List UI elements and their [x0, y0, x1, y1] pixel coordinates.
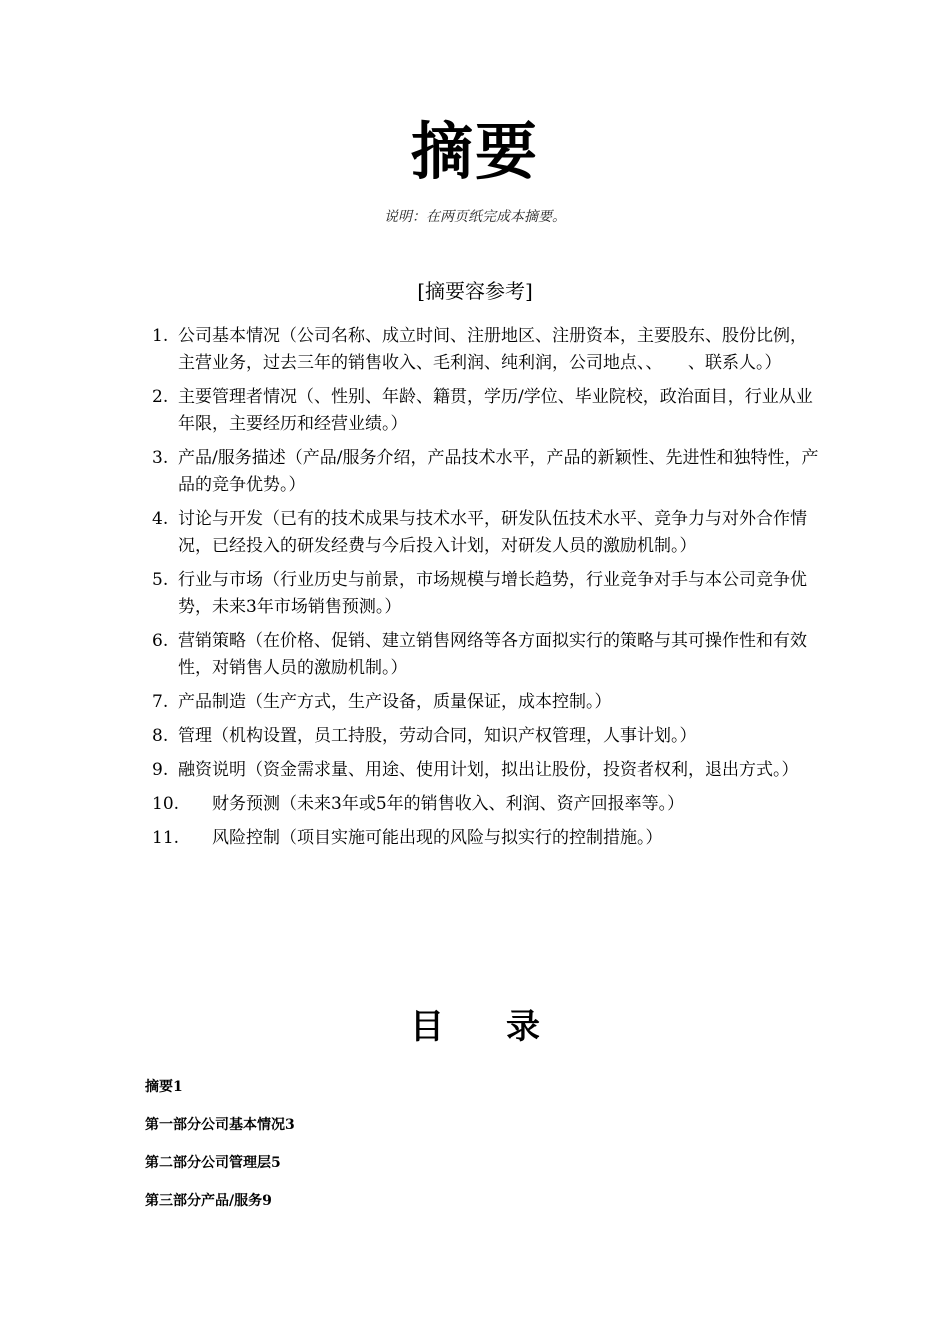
item-text: 产品制造（生产方式，生产设备，质量保证，成本控制。）: [178, 692, 612, 712]
item-text: 财务预测（未来3年或5年的销售收入、利润、资产回报率等。）: [212, 794, 685, 814]
list-item: [152, 628, 820, 682]
toc-title: [0, 1003, 950, 1051]
list-item: [152, 757, 820, 784]
list-item: [152, 567, 820, 621]
item-text: 行业与市场（行业历史与前景，市场规模与增长趋势，行业竞争对手与本公司竞争优势，未来3年市场销售预测。）: [178, 570, 807, 617]
item-text: 融资说明（资金需求量、用途、使用计划，拟出让股份，投资者权利，退出方式。）: [178, 760, 799, 780]
summary-items-list: [152, 323, 820, 859]
list-item: [152, 723, 820, 750]
item-text: 产品/服务描述（产品/服务介绍，产品技术水平，产品的新颖性、先进性和独特性，产品的竞争优势。）: [178, 448, 819, 495]
page-title: 摘要: [410, 115, 539, 188]
reference-heading: [摘要容参考]: [417, 279, 533, 303]
item-text: 管理（机构设置，员工持股，劳动合同，知识产权管理，人事计划。）: [178, 726, 697, 746]
toc-entry[interactable]: 第二部分公司管理层5: [145, 1155, 281, 1171]
list-item: [152, 445, 820, 499]
item-number: 2.: [152, 387, 169, 407]
item-number: 5.: [152, 570, 169, 590]
item-text: 营销策略（在价格、促销、建立销售网络等各方面拟实行的策略与其可操作性和有效性，对销售人员的激励机制。）: [178, 631, 807, 678]
item-number: 6.: [152, 631, 169, 651]
item-number: 8.: [152, 726, 169, 746]
item-number: 7.: [152, 692, 169, 712]
toc-entry[interactable]: 第三部分产品/服务9: [145, 1193, 272, 1209]
item-text: 公司基本情况（公司名称、成立时间、注册地区、注册资本，主要股东、股份比例，主营业务，过去三年的销售收入、毛利润、纯利润，公司地点、、 、联系人。）: [178, 326, 807, 373]
toc-entry[interactable]: 摘要1: [145, 1079, 183, 1095]
item-text: 主要管理者情况（、性别、年龄、籍贯，学历/学位、毕业院校，政治面目，行业从业年限，主要经历和经营业绩。）: [178, 387, 813, 434]
item-number: 3.: [152, 448, 169, 468]
item-number: 10.: [152, 794, 180, 814]
item-number: 9.: [152, 760, 169, 780]
list-item: [152, 506, 820, 560]
list-item: [152, 689, 820, 716]
item-number: 1.: [152, 326, 169, 346]
list-item: [152, 384, 820, 438]
instruction-note: 说明：在两页纸完成本摘要。: [384, 209, 566, 225]
item-number: 11.: [152, 828, 180, 848]
toc-entry[interactable]: 第一部分公司基本情况3: [145, 1117, 295, 1133]
toc-title-part2: 录: [506, 1007, 540, 1047]
list-item: [152, 323, 820, 377]
list-item: [152, 825, 820, 852]
item-number: 4.: [152, 509, 169, 529]
item-text: 风险控制（项目实施可能出现的风险与拟实行的控制措施。）: [212, 828, 663, 848]
table-of-contents: [145, 1077, 295, 1229]
item-text: 讨论与开发（已有的技术成果与技术水平，研发队伍技术水平、竞争力与对外合作情况，已经投入的研发经费与今后投入计划，对研发人员的激励机制。）: [178, 509, 807, 556]
list-item: [152, 791, 820, 818]
toc-title-part1: 目: [410, 1007, 444, 1047]
